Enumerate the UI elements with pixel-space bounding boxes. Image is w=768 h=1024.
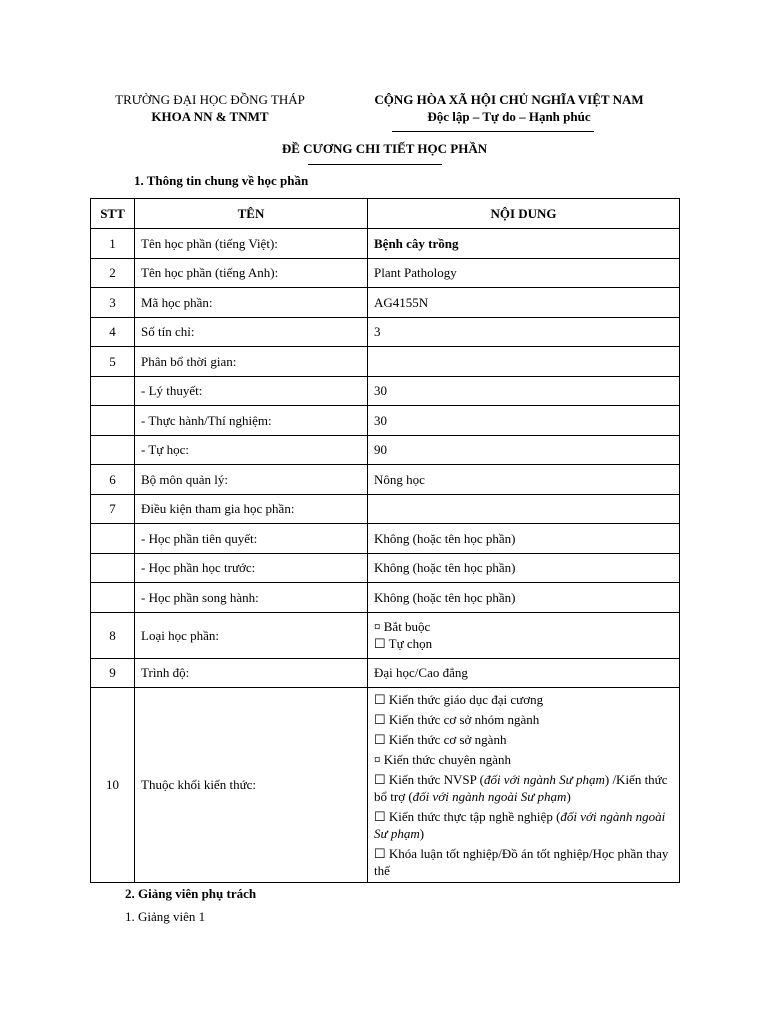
option-required: ¤ Bắt buộc [374,619,431,634]
header-stt: STT [91,199,135,229]
stt-cell [91,553,135,583]
name-cell: Tên học phần (tiếng Anh): [135,258,368,288]
name-cell: - Tự học: [135,435,368,465]
option-specialized: ¤ Kiến thức chuyên ngành [374,751,512,767]
table-row [91,258,680,288]
stt-cell: 10 [91,687,135,882]
name-cell: - Lý thuyết: [135,376,368,406]
name-cell: Số tín chỉ: [135,317,368,347]
table-row [91,229,680,259]
header-name: TÊN [135,199,368,229]
content-cell [368,347,680,377]
content-cell: 30 [368,406,680,436]
stt-cell: 6 [91,465,135,495]
content-cell: Không (hoặc tên học phần) [368,583,680,613]
national-motto: Độc lập – Tự do – Hạnh phúc [427,109,591,124]
stt-cell [91,583,135,613]
table-row [91,494,680,524]
name-cell: Điều kiện tham gia học phần: [135,494,368,524]
content-cell: AG4155N [368,288,680,318]
stt-cell [91,406,135,436]
table-row [91,553,680,583]
lecturer-1: 1. Giảng viên 1 [125,909,206,924]
section-1-heading: 1. Thông tin chung về học phần [134,173,309,188]
content-cell: 90 [368,435,680,465]
stt-cell: 3 [91,288,135,318]
table-row [91,317,680,347]
table-row [91,376,680,406]
content-cell: 3 [368,317,680,347]
stt-cell: 5 [91,347,135,377]
table-row [91,435,680,465]
knowledge-block-options [368,687,680,882]
table-row [91,347,680,377]
table-row [91,524,680,554]
table-row-course-type [91,612,680,658]
university-name: TRƯỜNG ĐẠI HỌC ĐỒNG THÁP [115,92,305,107]
name-cell: - Học phần học trước: [135,553,368,583]
course-type-options [368,612,680,658]
option-elective: ☐ Tự chọn [374,636,433,651]
content-cell: 30 [368,376,680,406]
name-cell: - Học phần tiên quyết: [135,524,368,554]
table-row [91,465,680,495]
name-cell: Bộ môn quản lý: [135,465,368,495]
option-internship: ☐ Kiến thức thực tập nghề nghiệp (đối với ngành ngoài Sư phạm) [374,808,666,841]
content-cell [368,494,680,524]
name-cell: Loại học phần: [135,612,368,658]
name-cell: Mã học phần: [135,288,368,318]
content-cell: Plant Pathology [368,258,680,288]
content-cell: Đại học/Cao đẳng [368,658,680,687]
stt-cell: 8 [91,612,135,658]
name-cell: Thuộc khối kiến thức: [135,687,368,882]
stt-cell: 7 [91,494,135,524]
course-info-table [90,198,680,883]
header-content: NỘI DUNG [368,199,680,229]
stt-cell [91,435,135,465]
table-row-knowledge-block [91,687,680,882]
national-title: CỘNG HÒA XÃ HỘI CHỦ NGHĨA VIỆT NAM [374,92,644,107]
name-cell: Phân bổ thời gian: [135,347,368,377]
stt-cell: 2 [91,258,135,288]
name-cell: - Học phần song hành: [135,583,368,613]
name-cell: Trình độ: [135,658,368,687]
stt-cell: 9 [91,658,135,687]
content-cell: Nông học [368,465,680,495]
option-general-education: ☐ Kiến thức giáo dục đại cương [374,691,544,707]
table-header-row [91,199,680,229]
stt-cell: 1 [91,229,135,259]
content-cell: Bệnh cây trồng [368,229,680,259]
stt-cell [91,376,135,406]
stt-cell: 4 [91,317,135,347]
stt-cell [91,524,135,554]
title-underline [308,164,442,165]
option-thesis: ☐ Khóa luận tốt nghiệp/Đồ án tốt nghiệp/Học phần thay thế [374,845,669,878]
option-major-foundation: ☐ Kiến thức cơ sở ngành [374,731,507,747]
section-2-heading: 2. Giảng viên phụ trách [125,886,257,901]
document-title: ĐỀ CƯƠNG CHI TIẾT HỌC PHẦN [281,141,488,156]
table-row [91,658,680,687]
table-row [91,583,680,613]
content-cell: Không (hoặc tên học phần) [368,524,680,554]
table-row [91,288,680,318]
option-nvsp-supplementary: ☐ Kiến thức NVSP (đối với ngành Sư phạm) /Kiến thức bổ trợ (đối với ngành ngoài Sư phạm) [374,771,668,804]
motto-underline [392,131,594,132]
name-cell: Tên học phần (tiếng Việt): [135,229,368,259]
option-group-foundation: ☐ Kiến thức cơ sở nhóm ngành [374,711,540,727]
content-cell: Không (hoặc tên học phần) [368,553,680,583]
name-cell: - Thực hành/Thí nghiệm: [135,406,368,436]
table-row [91,406,680,436]
faculty-name: KHOA NN & TNMT [151,109,269,124]
